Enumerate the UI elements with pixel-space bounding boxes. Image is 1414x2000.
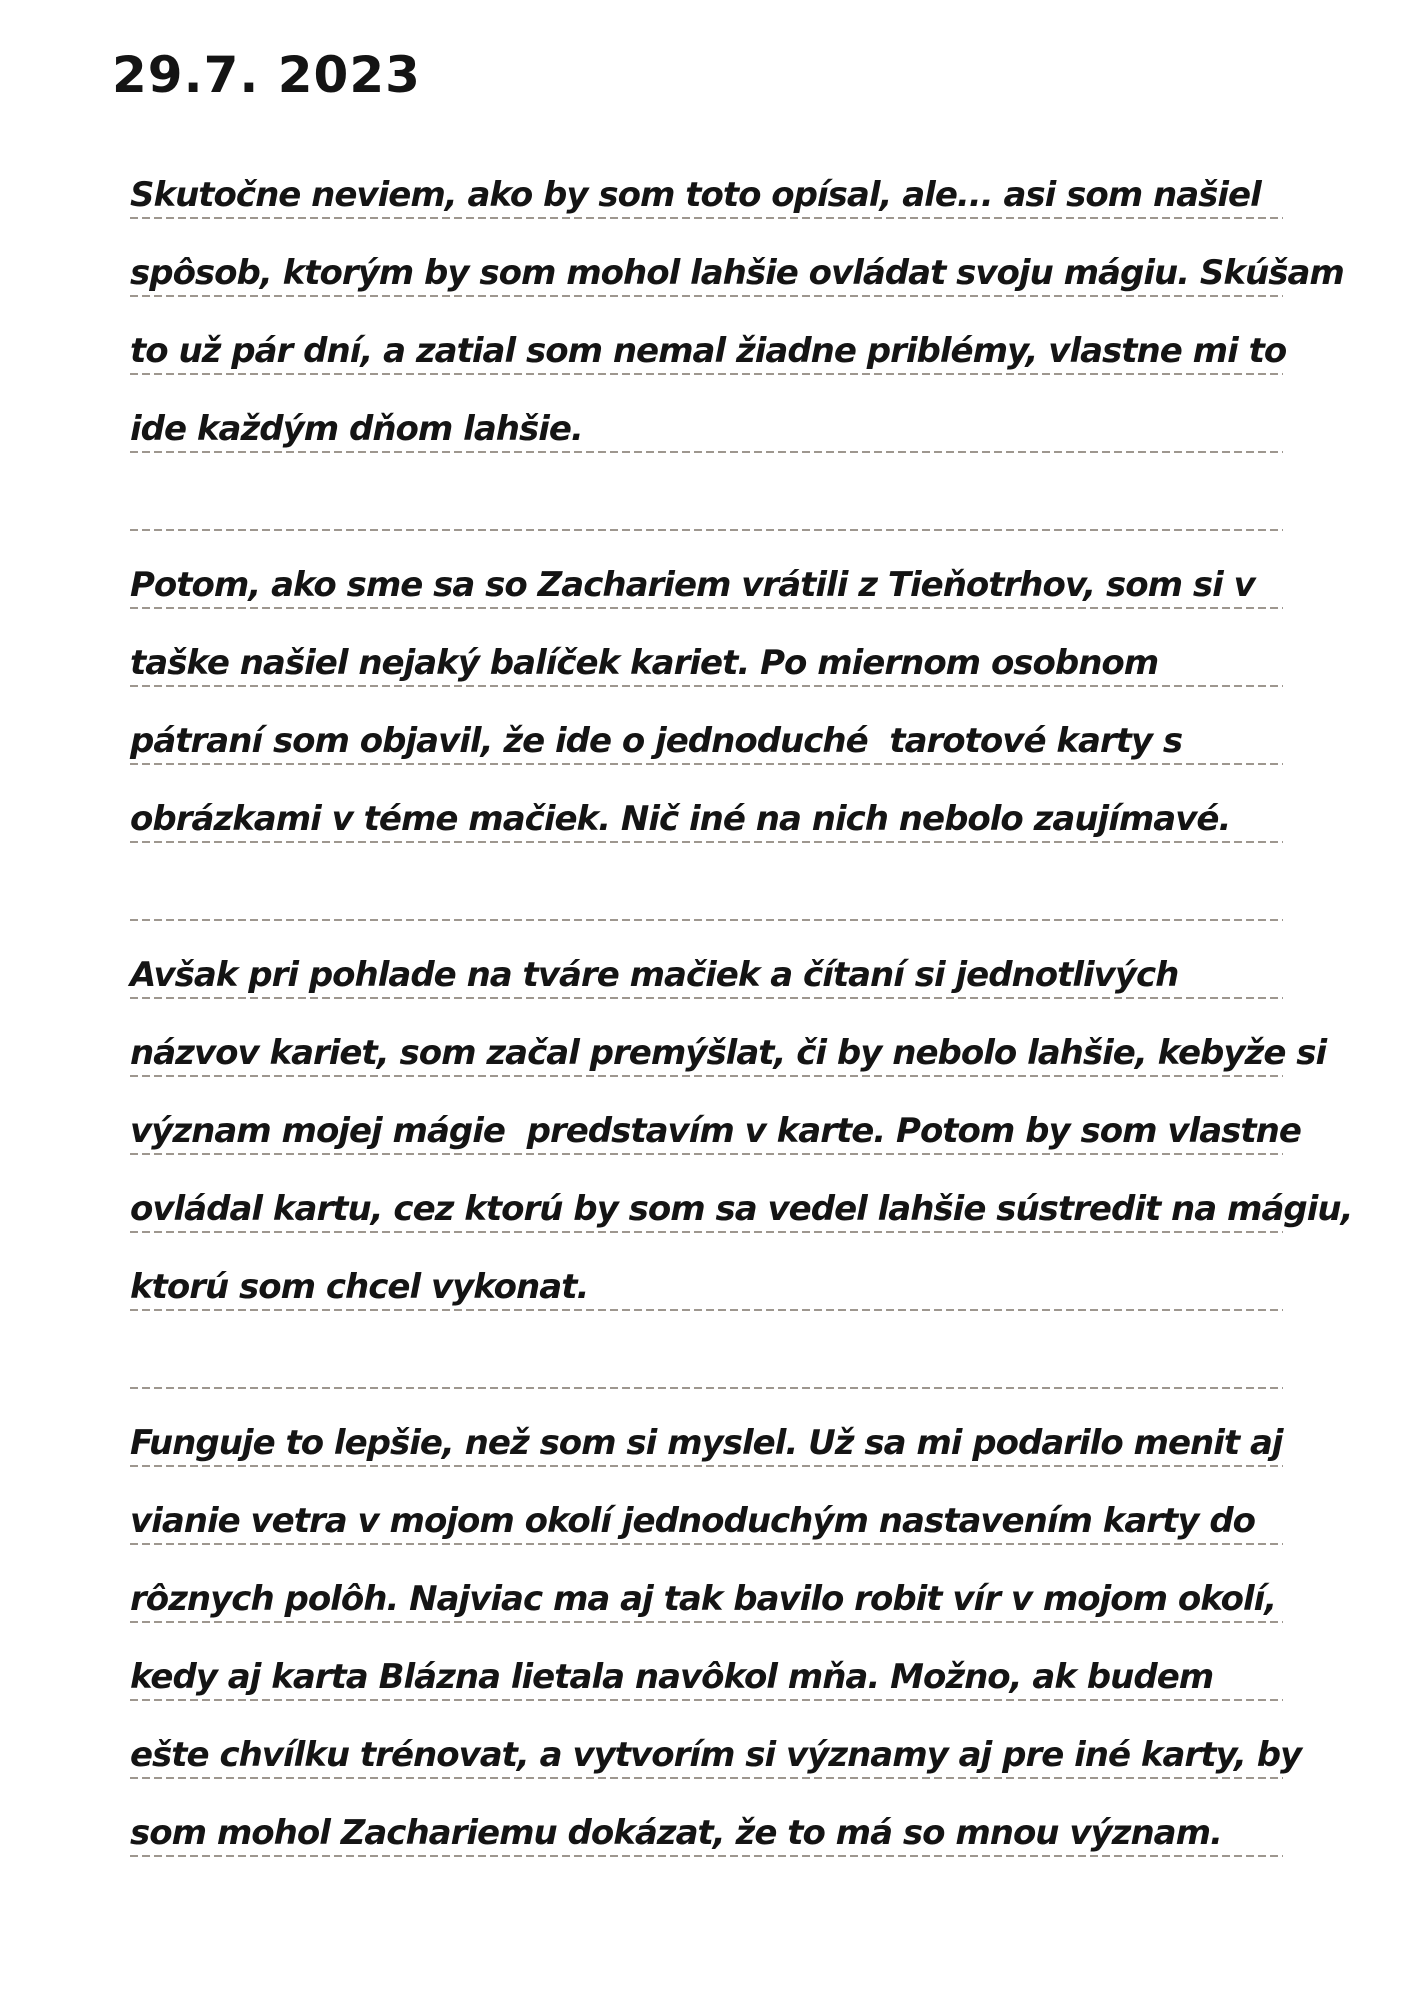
journal-line-empty [130, 453, 1283, 531]
journal-line [130, 1701, 1302, 1779]
journal-line-text: vianie vetra v mojom okolí jednoduchým nastavením karty do [130, 1501, 1256, 1541]
journal-line [130, 141, 1283, 219]
journal-line-text: Funguje to lepšie, než som si myslel. Už sa mi podarilo menit aj [130, 1423, 1283, 1463]
journal-line [130, 999, 1327, 1077]
journal-line [130, 375, 1283, 453]
journal-line-text: taške našiel nejaký balíček kariet. Po miernom osobnom [130, 643, 1159, 683]
journal-line-text: ktorú som chcel vykonat. [130, 1267, 589, 1307]
journal-line-text: som mohol Zachariemu dokázat, že to má so mnou význam. [130, 1813, 1222, 1853]
journal-line-text: Skutočne neviem, ako by som toto opísal, ale... asi som našiel [130, 175, 1261, 215]
entry-date: 29.7. 2023 [112, 46, 421, 104]
journal-line-text: to už pár dní, a zatial som nemal žiadne priblémy, vlastne mi to [130, 331, 1287, 371]
journal-line-text: ešte chvílku trénovat, a vytvorím si významy aj pre iné karty, by [130, 1735, 1302, 1775]
journal-line-empty [130, 843, 1283, 921]
journal-line [130, 1467, 1283, 1545]
journal-line [130, 1233, 1283, 1311]
journal-line [130, 765, 1283, 843]
journal-line [130, 219, 1344, 297]
journal-line-text: spôsob, ktorým by som mohol lahšie ovládat svoju mágiu. Skúšam [130, 253, 1344, 293]
journal-line [130, 1545, 1283, 1623]
journal-line-text: kedy aj karta Blázna lietala navôkol mňa. Možno, ak budem [130, 1657, 1214, 1697]
journal-line-text: ovládal kartu, cez ktorú by som sa vedel lahšie sústredit na mágiu, [130, 1189, 1353, 1229]
journal-line-empty [130, 1311, 1283, 1389]
journal-line-text: Avšak pri pohlade na tváre mačiek a čítaní si jednotlivých [130, 955, 1179, 995]
journal-line [130, 1077, 1301, 1155]
journal-line [130, 1623, 1283, 1701]
journal-line [130, 297, 1287, 375]
journal-line-text: význam mojej mágie predstavím v karte. Potom by som vlastne [130, 1111, 1301, 1151]
journal-line [130, 1779, 1283, 1857]
journal-line-text: pátraní som objavil, že ide o jednoduché tarotové karty s [130, 721, 1183, 761]
entry-body [130, 141, 1353, 1857]
journal-line-text: ide každým dňom lahšie. [130, 409, 583, 449]
journal-line-text: obrázkami v téme mačiek. Nič iné na nich nebolo zaujímavé. [130, 799, 1231, 839]
journal-line-text: rôznych polôh. Najviac ma aj tak bavilo robit vír v mojom okolí, [130, 1579, 1277, 1619]
journal-line [130, 921, 1283, 999]
journal-line [130, 687, 1283, 765]
journal-line [130, 1155, 1353, 1233]
journal-line [130, 609, 1283, 687]
journal-line-text: názvov kariet, som začal premýšlat, či by nebolo lahšie, kebyže si [130, 1033, 1327, 1073]
journal-line [130, 531, 1283, 609]
journal-line [130, 1389, 1283, 1467]
journal-line-text: Potom, ako sme sa so Zachariem vrátili z Tieňotrhov, som si v [130, 565, 1255, 605]
